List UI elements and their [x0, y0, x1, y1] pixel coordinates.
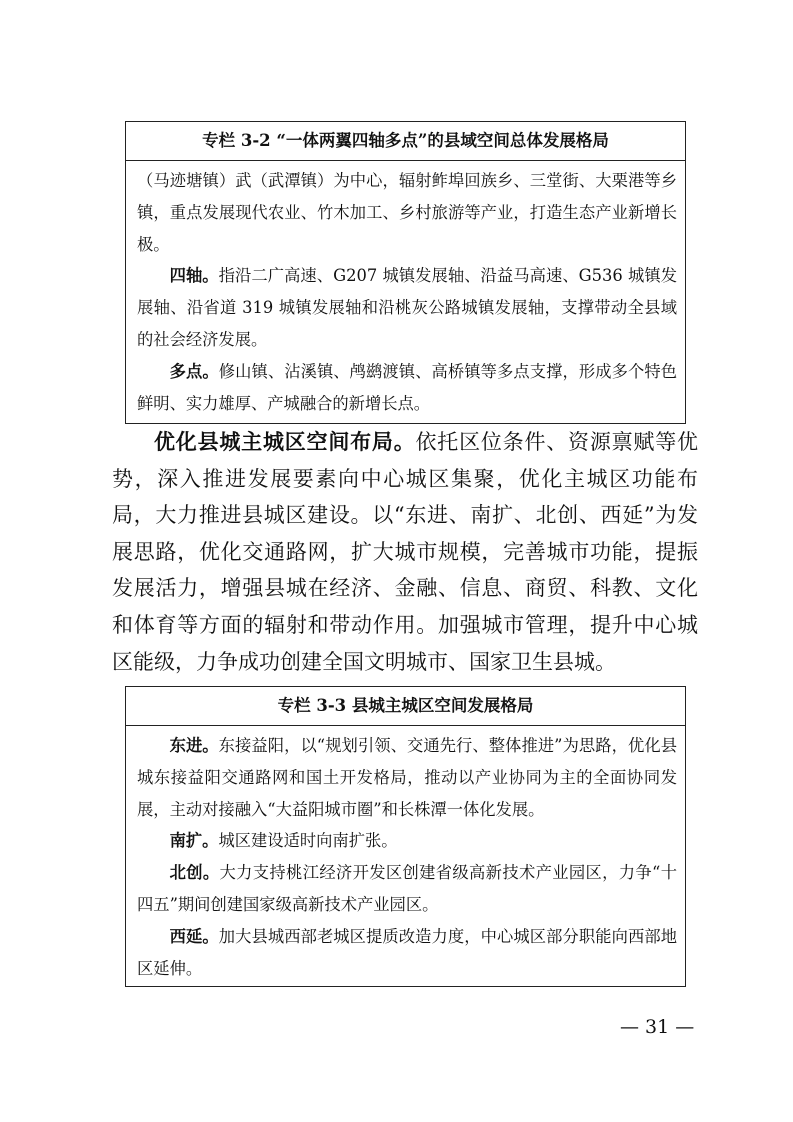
- main-paragraph-label: 优化县城主城区空间布局。: [154, 429, 416, 454]
- paragraph-text: 加大县城西部老城区提质改造力度，中心城区部分职能向西部地区延伸。: [137, 926, 677, 978]
- page-number: — 31 —: [620, 1016, 695, 1038]
- paragraph-text: 东接益阳，以“规划引领、交通先行、整体推进”为思路，优化县城东接益阳交通路网和国土开发格局，推动以产业协同为主的全面协同发展，主动对接融入“大益阳城市圈”和长株潭一体化发展。: [137, 736, 677, 819]
- paragraph: （马迹塘镇）武（武潭镇）为中心，辐射鲊埠回族乡、三堂街、大栗港等乡镇，重点发展现代农业、竹木加工、乡村旅游等产业，打造生态产业新增长极。: [137, 171, 677, 254]
- paragraph-north: [137, 857, 677, 921]
- column-box-3-2: [125, 121, 686, 424]
- paragraph-four-axes: [137, 260, 677, 355]
- paragraph-text: 大力支持桃江经济开发区创建省级高新技术产业园区，力争“十四五”期间创建国家级高新技术产业园区。: [137, 863, 677, 914]
- paragraph-label: 东进。: [169, 736, 219, 755]
- paragraph-multi-points: [137, 356, 677, 420]
- paragraph-label: 多点。: [169, 361, 219, 381]
- paragraph-text: 指沿二广高速、G207 城镇发展轴、沿益马高速、G536 城镇发展轴、沿省道 319 城镇发展轴和沿桃灰公路城镇发展轴，支撑带动全县域的社会经济发展。: [137, 266, 677, 349]
- column-title: 专栏 3-2 “一体两翼四轴多点”的县域空间总体发展格局: [126, 122, 685, 161]
- paragraph-south: [137, 825, 677, 857]
- column-body: [126, 161, 685, 419]
- column-title: 专栏 3-3 县城主城区空间发展格局: [126, 687, 685, 726]
- paragraph-label: 南扩。: [169, 831, 219, 851]
- paragraph-label: 北创。: [169, 863, 220, 883]
- main-paragraph-text: 依托区位条件、资源禀赋等优势，深入推进发展要素向中心城区集聚，优化主城区功能布局，大力推进县城区建设。以“东进、南扩、北创、西延”为发展思路，优化交通路网，扩大城市规模，完善城市功能，提振发展活力，增强县城在经济、金融、信息、商贸、科教、文化和体育等方面的辐射和带动作用。加强城市管理，提升中心城区能级，力争成功创建全国文明城市、国家卫生县城。: [112, 430, 698, 674]
- main-paragraph-inner: [112, 424, 698, 680]
- paragraph-text: 城区建设适时向南扩张。: [218, 831, 398, 851]
- paragraph-east: [137, 730, 677, 825]
- column-body: [126, 726, 685, 984]
- paragraph-text: 修山镇、沾溪镇、鸬鹚渡镇、高桥镇等多点支撑，形成多个特色鲜明、实力雄厚、产城融合的新增长点。: [137, 361, 677, 413]
- main-paragraph: [112, 424, 698, 680]
- paragraph-label: 四轴。: [169, 266, 219, 286]
- column-box-3-3: [125, 686, 686, 987]
- paragraph-west: [137, 921, 677, 985]
- paragraph-label: 西延。: [169, 926, 219, 946]
